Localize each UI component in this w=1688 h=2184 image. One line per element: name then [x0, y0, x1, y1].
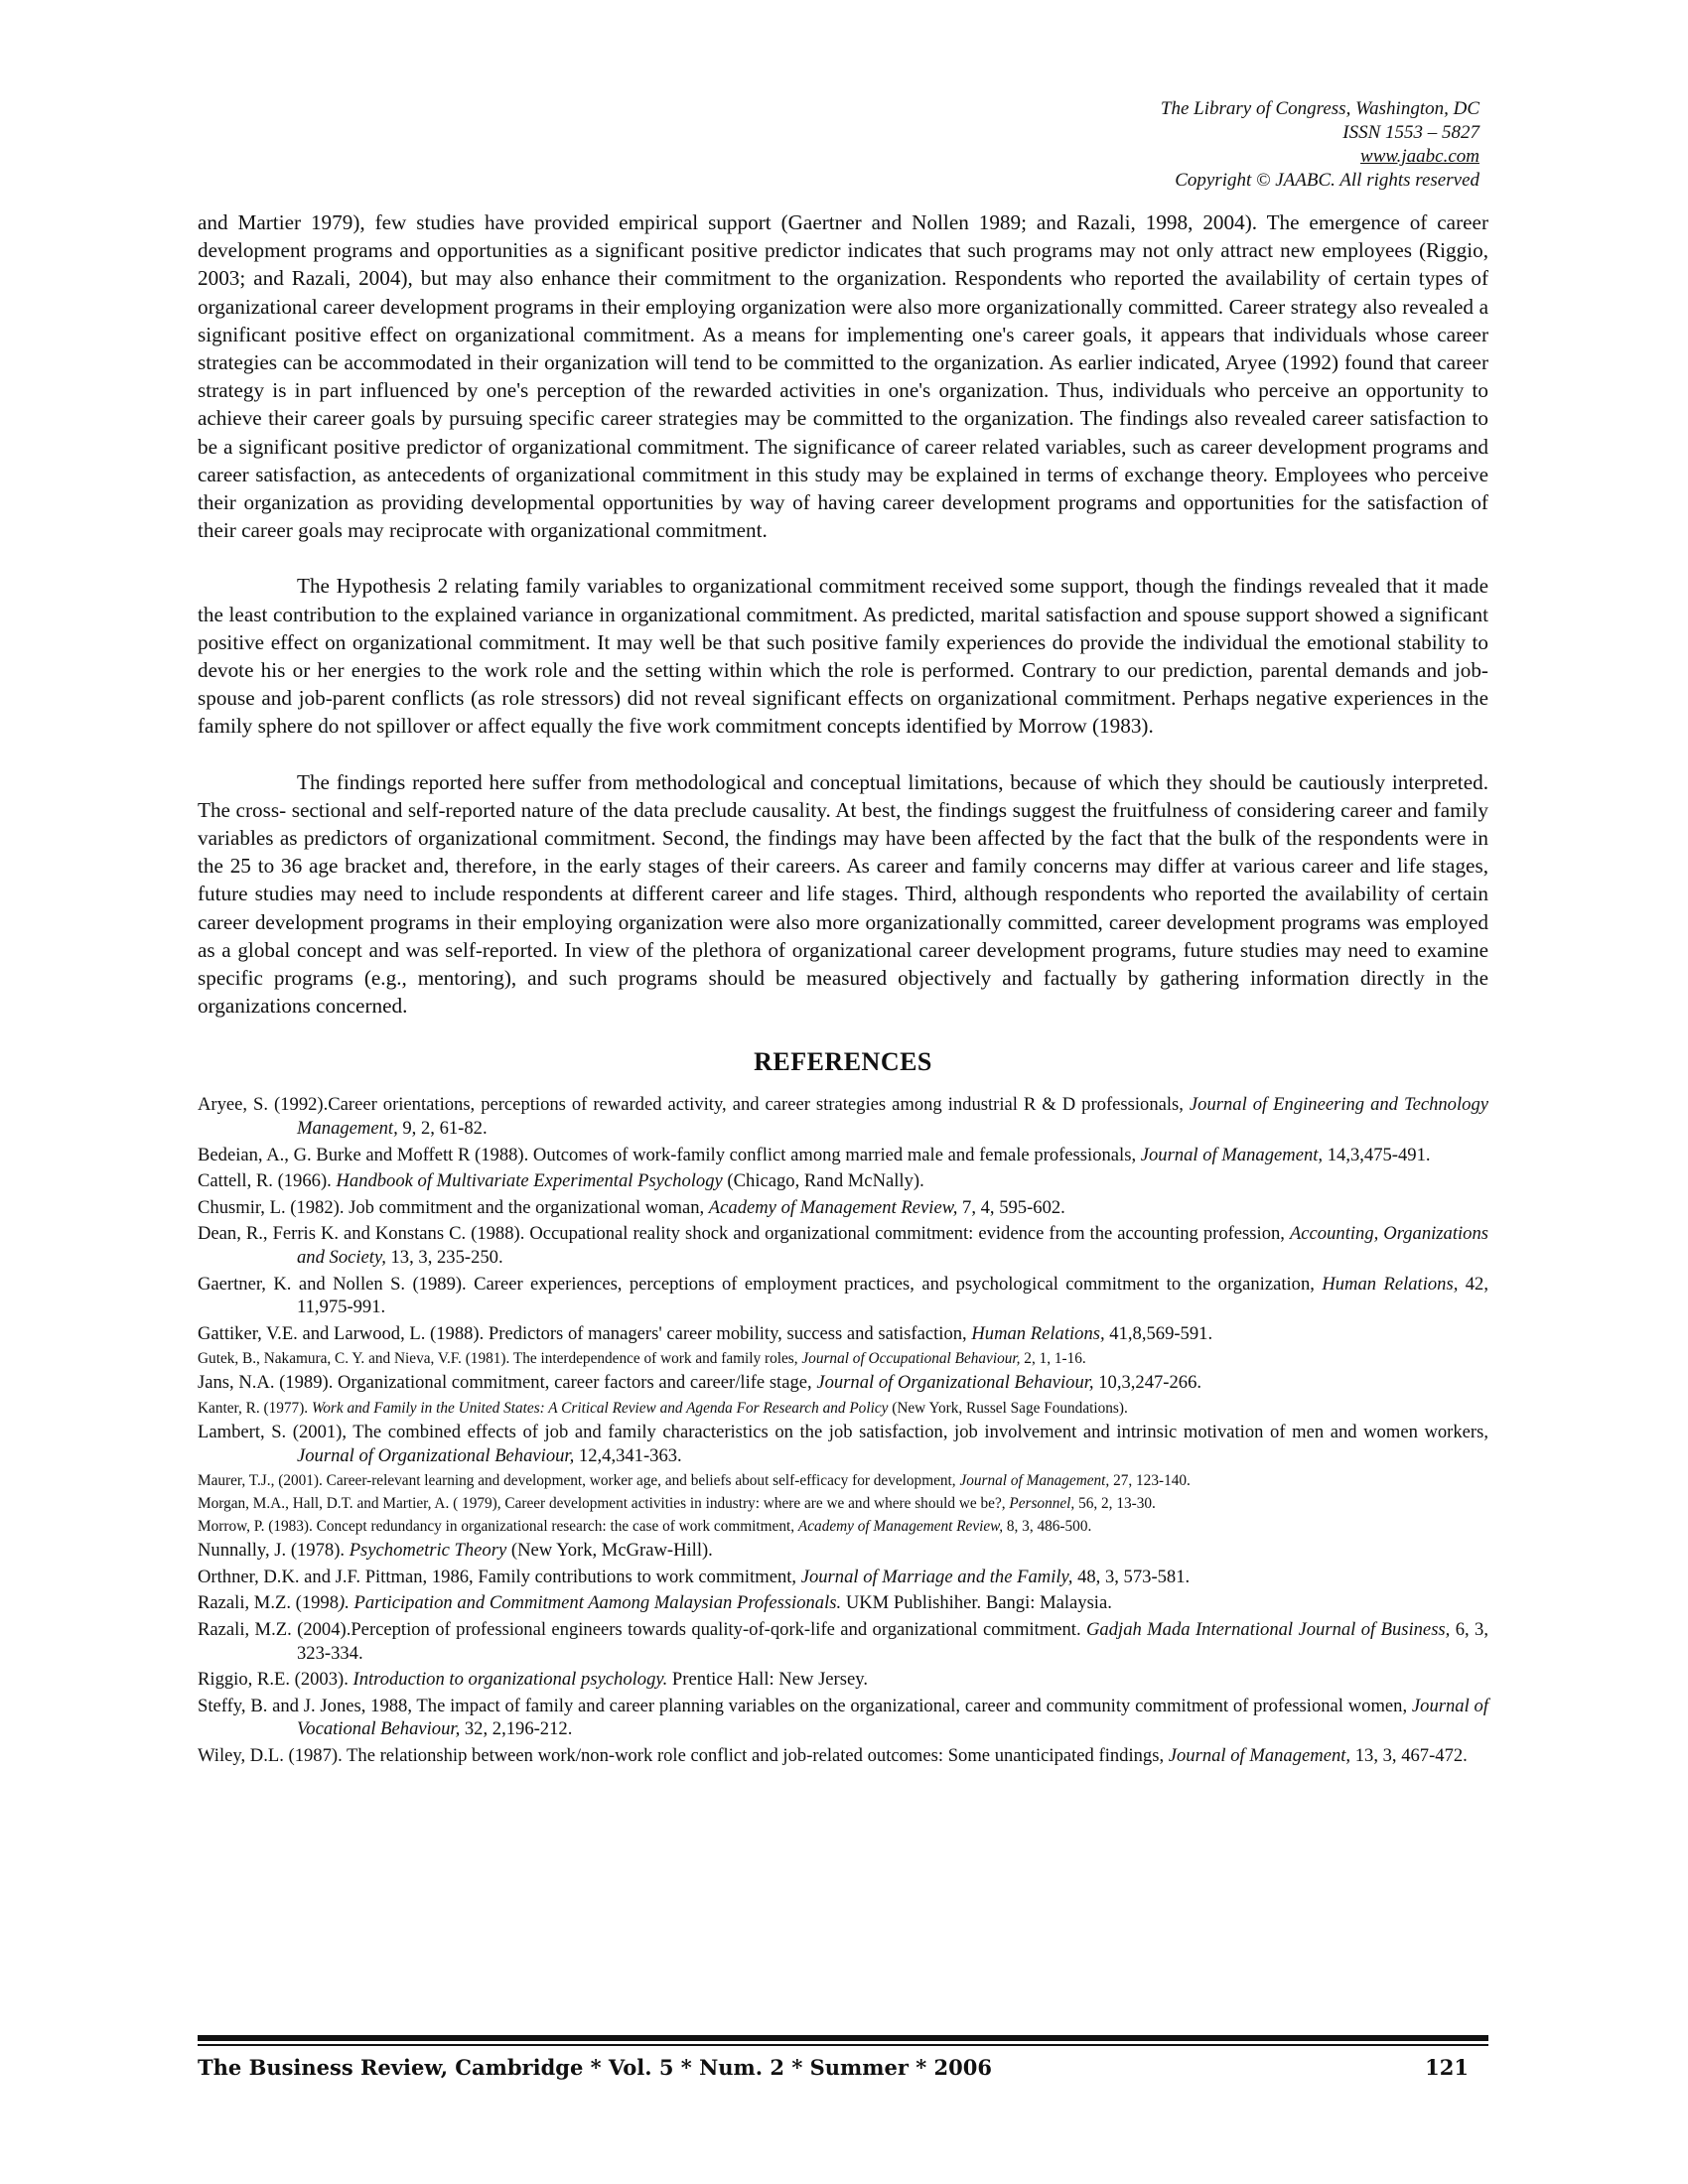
reference-source: Accounting, Organizations and Society, — [297, 1223, 1488, 1269]
reference-item — [198, 1348, 1488, 1369]
references-heading: REFERENCES — [754, 1047, 932, 1077]
footer-rule-thin — [198, 2044, 1488, 2046]
reference-item — [198, 1093, 1488, 1140]
reference-item — [198, 1144, 1488, 1167]
reference-item — [198, 1539, 1488, 1563]
reference-text: Gattiker, V.E. and Larwood, L. (1988). Predictors of managers' career mobility, success and satisfaction, — [198, 1322, 972, 1344]
reference-details: 42, 11,975-991. — [297, 1273, 1489, 1318]
reference-item — [198, 1695, 1488, 1741]
reference-item — [198, 1618, 1488, 1665]
footer-journal: The Business Review, Cambridge * Vol. 5 * Num. 2 * Summer * 2006 — [198, 2055, 992, 2080]
reference-source: Journal of Marriage and the Family, — [800, 1566, 1073, 1587]
reference-text: Aryee, S. (1992).Career orientations, perceptions of rewarded activity, and career strategies among industrial R & D professionals, — [198, 1094, 1190, 1116]
reference-details: 48, 3, 573-581. — [1072, 1566, 1191, 1587]
reference-item — [198, 1222, 1488, 1269]
footer-rule-thick — [198, 2035, 1488, 2041]
reference-source: Journal of Management, — [1168, 1744, 1351, 1766]
reference-text: Steffy, B. and J. Jones, 1988, The impact of family and career planning variables on the organizational, career and community commitment of professional women, — [198, 1695, 1412, 1716]
reference-text: Orthner, D.K. and J.F. Pittman, 1986, Family contributions to work commitment, — [198, 1566, 801, 1587]
reference-details: (New York, McGraw-Hill). — [506, 1540, 713, 1562]
reference-text: Bedeian, A., G. Burke and Moffett R (1988). Outcomes of work-family conflict among married male and female professionals, — [198, 1144, 1141, 1165]
reference-item — [198, 1744, 1488, 1768]
reference-details: 8, 3, 486-500. — [1003, 1518, 1092, 1536]
reference-source: Psychometric Theory — [349, 1540, 507, 1562]
reference-details: 13, 3, 467-472. — [1350, 1744, 1468, 1766]
reference-text: Gaertner, K. and Nollen S. (1989). Career experiences, perceptions of employment practices, and psychological commitment to the organization, — [198, 1273, 1323, 1295]
reference-item — [198, 1421, 1488, 1467]
paragraph-2: The Hypothesis 2 relating family variables to organizational commitment received some support, though the findings revealed that it made the least contribution to the explained variance in organizational commitment. As predicted, marital satisfaction and spouse support showed a significant positive effect on organizational commitment. It may well be that such positive family experiences do provide the individual the emotional stability to devote his or her energies to the work role and the setting within which the role is performed. Contrary to our prediction, parental demands and job-spouse and job-parent conflicts (as role stressors) did not reveal significant effects on organizational commitment. Perhaps negative experiences in the family sphere do not spillover or affect equally the five work commitment concepts identified by Morrow (1983). — [198, 574, 1488, 739]
reference-text: Maurer, T.J., (2001). Career-relevant learning and development, worker age, and beliefs about self-efficacy for development, — [198, 1472, 960, 1490]
reference-source: Academy of Management Review, — [797, 1518, 1004, 1536]
reference-item — [198, 1196, 1488, 1220]
header-url-link[interactable]: www.jaabc.com — [1360, 146, 1479, 167]
reference-text: Morgan, M.A., Hall, D.T. and Martier, A. ( 1979), Career development activities in industry: where are we and where should we be?, — [198, 1495, 1010, 1513]
reference-source: Journal of Organizational Behaviour, — [297, 1444, 575, 1466]
reference-text: Riggio, R.E. (2003). — [198, 1669, 353, 1691]
reference-details: 41,8,569-591. — [1104, 1322, 1213, 1344]
reference-source: Introduction to organizational psychology. — [352, 1669, 668, 1691]
reference-source: Work and Family in the United States: A Critical Review and Agenda For Research and Policy — [311, 1400, 889, 1418]
reference-source: Journal of Occupational Behaviour, — [801, 1350, 1021, 1368]
reference-details: 56, 2, 13-30. — [1074, 1495, 1156, 1513]
page-number: 121 — [1425, 2055, 1469, 2080]
reference-source: ). Participation and Commitment Aamong Malaysian Professionals. — [339, 1592, 842, 1614]
reference-text: Cattell, R. (1966). — [198, 1170, 337, 1192]
reference-text: Morrow, P. (1983). Concept redundancy in organizational research: the case of work commitment, — [198, 1518, 798, 1536]
reference-item — [198, 1668, 1488, 1692]
reference-details: 2, 1, 1-16. — [1020, 1350, 1086, 1368]
reference-details: Prentice Hall: New Jersey. — [667, 1669, 868, 1691]
reference-source: Human Relations, — [1322, 1273, 1459, 1295]
reference-details: (New York, Russel Sage Foundations). — [888, 1400, 1128, 1418]
reference-text: Lambert, S. (2001), The combined effects of job and family characteristics on the job satisfaction, job involvement and intrinsic motivation of men and women workers, — [198, 1422, 1488, 1443]
reference-text: Jans, N.A. (1989). Organizational commitment, career factors and career/life stage, — [198, 1372, 817, 1394]
reference-source: Journal of Engineering and Technology Management, — [297, 1094, 1488, 1140]
reference-source: Journal of Management, — [1140, 1144, 1324, 1165]
reference-source: Personnel, — [1009, 1495, 1075, 1513]
running-header — [1161, 97, 1479, 193]
reference-text: Razali, M.Z. (2004).Perception of professional engineers towards quality-of-qork-life and organizational commitment. — [198, 1618, 1086, 1640]
reference-text: Dean, R., Ferris K. and Konstans C. (1988). Occupational reality shock and organizational commitment: evidence from the accounting profession, — [198, 1223, 1290, 1245]
reference-item — [198, 1398, 1488, 1419]
reference-item — [198, 1273, 1488, 1319]
reference-source: Handbook of Multivariate Experimental Psychology — [336, 1170, 723, 1192]
reference-source: Human Relations, — [971, 1322, 1105, 1344]
reference-text: Nunnally, J. (1978). — [198, 1540, 350, 1562]
reference-text: Gutek, B., Nakamura, C. Y. and Nieva, V.F. (1981). The interdependence of work and family roles, — [198, 1350, 802, 1368]
header-issn: ISSN 1553 – 5827 — [1342, 122, 1479, 143]
reference-details: 12,4,341-363. — [574, 1444, 682, 1466]
reference-details: UKM Publishiher. Bangi: Malaysia. — [841, 1592, 1112, 1614]
reference-item — [198, 1516, 1488, 1537]
reference-details: 7, 4, 595-602. — [957, 1196, 1065, 1218]
header-library: The Library of Congress, Washington, DC — [1160, 98, 1479, 119]
paragraph-3: The findings reported here suffer from methodological and conceptual limitations, because of which they should be cautiously interpreted. The cross- sectional and self-reported nature of the data preclude causality. At best, the findings suggest the fruitfulness of considering career and family variables as predictors of organizational commitment. Second, the findings may have been affected by the fact that the bulk of the respondents were in the 25 to 36 age bracket and, therefore, in the early stages of their careers. As career and family concerns may differ at various career and life stages, future studies may need to include respondents at different career and life stages. Third, although respondents who reported the availability of certain career development programs in their employing organization were also more organizationally committed, career development programs was employed as a global concept and was self-reported. In view of the plethora of organizational career development programs, future studies may need to examine specific programs (e.g., mentoring), and such programs should be measured objectively and factually by gathering information directly in the organizations concerned. — [198, 769, 1488, 1019]
reference-text: Wiley, D.L. (1987). The relationship between work/non-work role conflict and job-related outcomes: Some unanticipated findings, — [198, 1744, 1169, 1766]
reference-item — [198, 1591, 1488, 1615]
reference-source: Journal of Vocational Behaviour, — [297, 1695, 1488, 1740]
reference-details: (Chicago, Rand McNally). — [722, 1170, 924, 1192]
reference-source: Gadjah Mada International Journal of Business, — [1086, 1618, 1451, 1640]
reference-item — [198, 1566, 1488, 1589]
reference-item — [198, 1470, 1488, 1491]
reference-item — [198, 1169, 1488, 1193]
reference-source: Journal of Management, — [959, 1472, 1110, 1490]
reference-details: 9, 2, 61-82. — [397, 1118, 488, 1140]
reference-source: Academy of Management Review, — [708, 1196, 958, 1218]
reference-details: 13, 3, 235-250. — [385, 1247, 503, 1269]
reference-item — [198, 1371, 1488, 1395]
reference-item — [198, 1493, 1488, 1514]
reference-details: 14,3,475-491. — [1323, 1144, 1431, 1165]
reference-details: 6, 3, 323-334. — [297, 1618, 1488, 1664]
reference-source: Journal of Organizational Behaviour, — [816, 1372, 1094, 1394]
reference-item — [198, 1322, 1488, 1346]
paragraph-1: and Martier 1979), few studies have provided empirical support (Gaertner and Nollen 1989; and Razali, 1998, 2004). The emergence of career development programs and opportunities as a significant positive predictor indicates that such programs may not only attract new employees (Riggio, 2003; and Razali, 2004), but may also enhance their commitment to the organization. Respondents who reported the availability of certain types of organizational career development programs in their employing organization were also more organizationally committed. Career strategy also revealed a significant positive effect on organizational commitment. As a means for implementing one's career goals, it appears that individuals whose career strategies can be accommodated in their organization will tend to be committed to the organization. As earlier indicated, Aryee (1992) found that career strategy is in part influenced by one's perception of the rewarded activities in one's organization. Thus, individuals who perceive an opportunity to achieve their career goals by pursuing specific career strategies may be committed to the organization. The findings also revealed career satisfaction to be a significant positive predictor of organizational commitment. The significance of career related variables, such as career development programs and career satisfaction, as antecedents of organizational commitment in this study may be explained in terms of exchange theory. Employees who perceive their organization as providing developmental opportunities by way of having career development programs and opportunities for the satisfaction of their career goals may reciprocate with organizational commitment. — [198, 210, 1488, 543]
header-copyright: Copyright © JAABC. All rights reserved — [1175, 170, 1479, 191]
reference-details: 10,3,247-266. — [1093, 1372, 1202, 1394]
footer-rule — [198, 2035, 1488, 2046]
reference-text: Kanter, R. (1977). — [198, 1400, 312, 1418]
article-body — [198, 208, 1488, 1771]
reference-details: 27, 123-140. — [1109, 1472, 1191, 1490]
reference-details: 32, 2,196-212. — [460, 1718, 573, 1740]
reference-text: Razali, M.Z. (1998 — [198, 1592, 340, 1614]
references-list — [198, 1093, 1488, 1767]
reference-text: Chusmir, L. (1982). Job commitment and the organizational woman, — [198, 1196, 709, 1218]
